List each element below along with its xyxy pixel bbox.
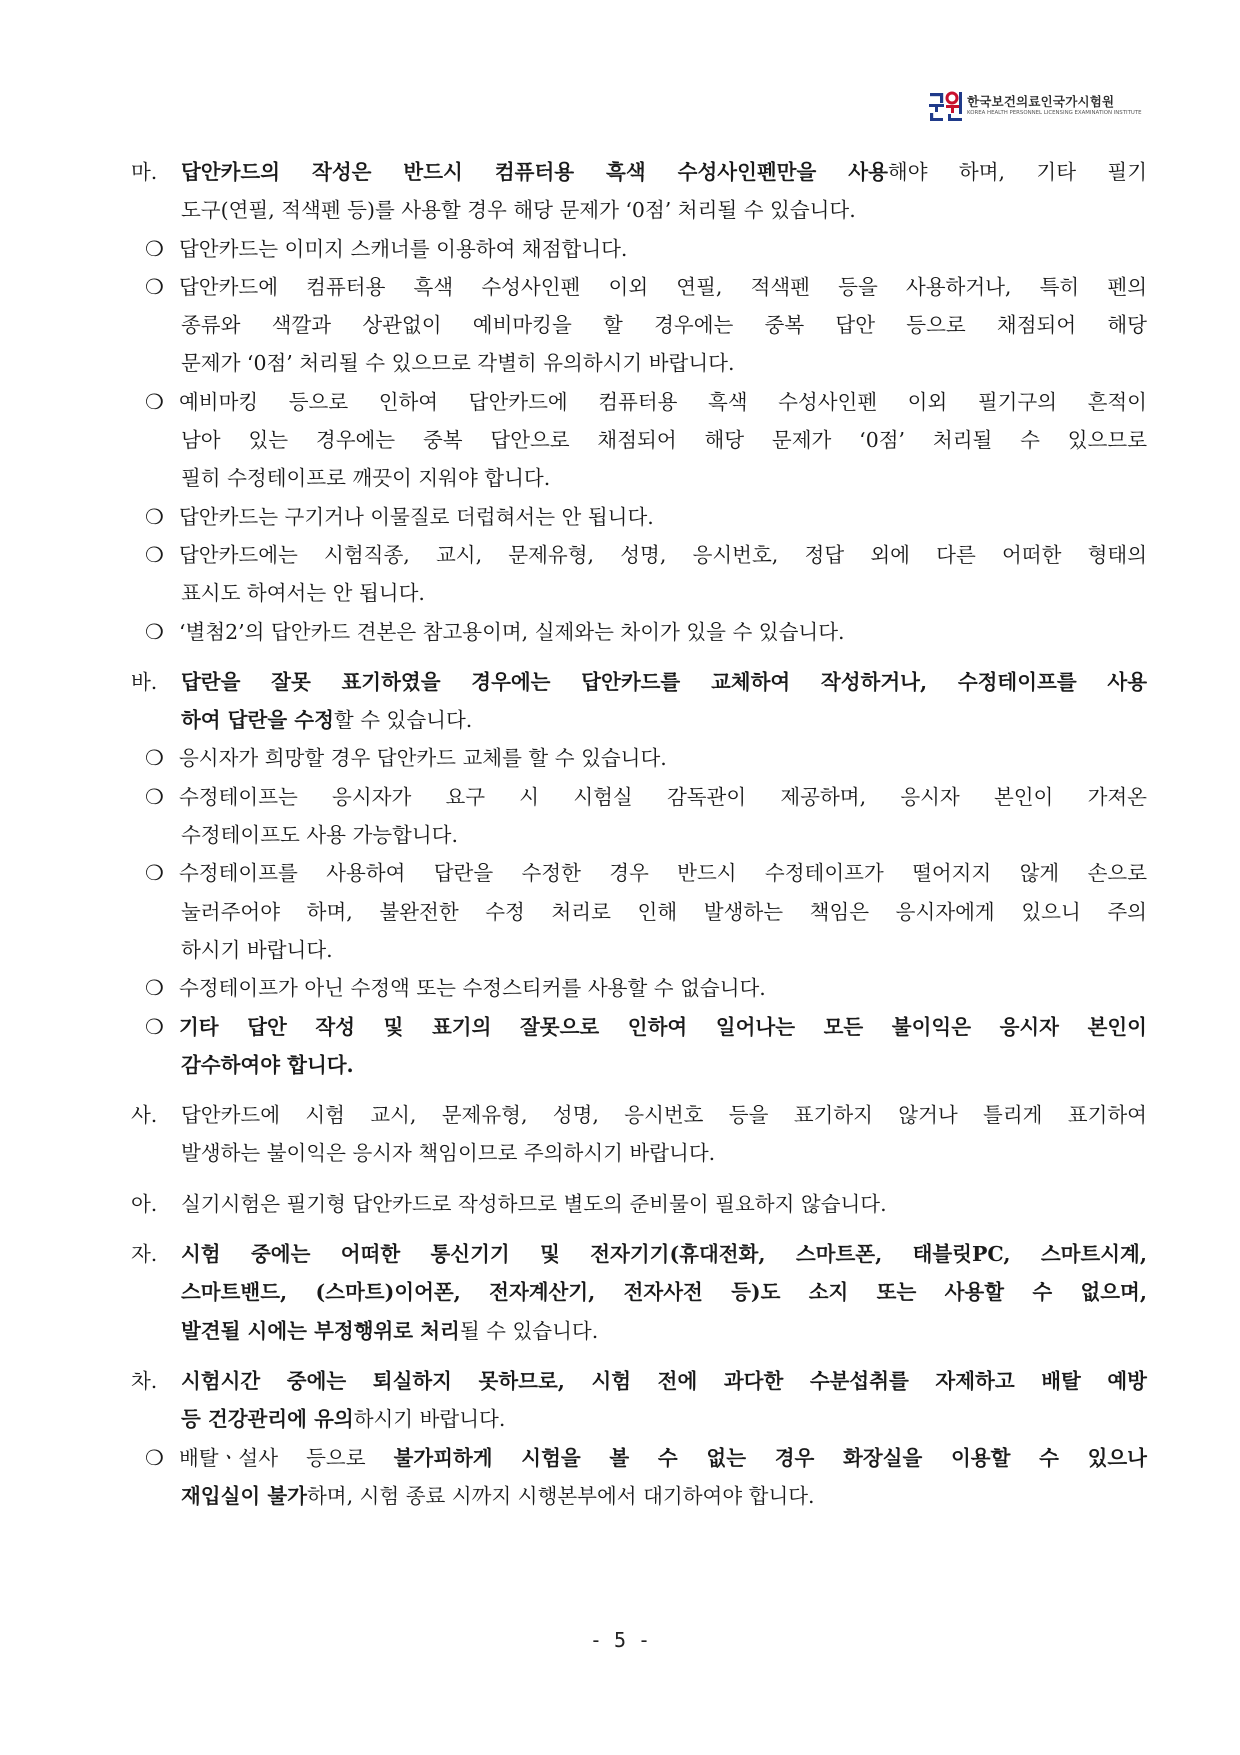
bullet-marker: ❍ bbox=[145, 504, 164, 529]
bullet-item-line bbox=[131, 574, 1147, 612]
emphasized-text: 재입실이 불가 bbox=[181, 1483, 307, 1508]
emphasized-text: 시험 중에는 어떠한 통신기기 및 전자기기(휴대전화, 스마트폰, 태블릿PC, 스마트시계, bbox=[181, 1242, 1147, 1267]
emphasized-text: 답안카드의 작성은 반드시 컴퓨터용 흑색 수성사인펜만을 사용 bbox=[181, 160, 888, 184]
bullet-item-line bbox=[131, 536, 1147, 574]
body-text: 답안카드에 컴퓨터용 흑색 수성사인펜 이외 연필, 적색펜 등을 사용하거나, 특히 펜의 bbox=[179, 274, 1147, 299]
body-text: 답안카드에는 시험직종, 교시, 문제유형, 성명, 응시번호, 정답 외에 다른 어떠한 형태의 bbox=[179, 542, 1147, 567]
body-text: 종류와 색깔과 상관없이 예비마킹을 할 경우에는 중복 답안 등으로 채점되어 해당 bbox=[181, 313, 1147, 338]
body-text: 문제가 ‘0점’ 처리될 수 있으므로 각별히 유의하시기 바랍니다. bbox=[181, 351, 735, 376]
body-text: 표시도 하여서는 안 됩니다. bbox=[181, 581, 425, 606]
emphasized-text: 스마트밴드, (스마트)이어폰, 전자계산기, 전자사전 등)도 소지 또는 사용할 수 없으며, bbox=[181, 1280, 1147, 1305]
bullet-item-line bbox=[131, 498, 1147, 536]
section-item-line bbox=[131, 1400, 1147, 1438]
emphasized-text: 하여 답란을 수정 bbox=[181, 708, 334, 733]
section-item-line bbox=[131, 1235, 1147, 1273]
body-text: 하며, 시험 종료 시까지 시행본부에서 대기하여야 합니다. bbox=[306, 1483, 815, 1508]
body-text: 수정테이프를 사용하여 답란을 수정한 경우 반드시 수정테이프가 떨어지지 않게 손으로 bbox=[179, 861, 1147, 886]
body-text: 해야 하며, 기타 필기 bbox=[887, 160, 1147, 184]
bullet-item-line bbox=[131, 1008, 1147, 1046]
bullet-item-line bbox=[131, 344, 1147, 382]
body-text: 될 수 있습니다. bbox=[459, 1318, 599, 1343]
body-text: 하시기 바랍니다. bbox=[353, 1407, 506, 1432]
bullet-marker: ❍ bbox=[145, 746, 164, 771]
body-text: 수정테이프가 아닌 수정액 또는 수정스티커를 사용할 수 없습니다. bbox=[179, 976, 766, 1001]
section-marker: 아. bbox=[131, 1191, 158, 1216]
section-item-line bbox=[131, 1096, 1147, 1134]
section-item-line bbox=[131, 153, 1147, 191]
emphasized-text: 불가피하게 시험을 볼 수 없는 경우 화장실을 이용할 수 있으나 bbox=[393, 1445, 1147, 1470]
section-marker: 사. bbox=[131, 1103, 158, 1128]
bullet-item-line bbox=[131, 931, 1147, 969]
bullet-item-line bbox=[131, 421, 1147, 459]
emphasized-text: 답란을 잘못 표기하였을 경우에는 답안카드를 교체하여 작성하거나, 수정테이프를 사용 bbox=[181, 669, 1147, 694]
section-item-line bbox=[131, 1362, 1147, 1400]
body-text: ‘별첨2’의 답안카드 견본은 참고용이며, 실제와는 차이가 있을 수 있습니다. bbox=[179, 619, 845, 644]
body-text: 할 수 있습니다. bbox=[333, 708, 473, 733]
bullet-marker: ❍ bbox=[145, 542, 164, 567]
bullet-item-line bbox=[131, 893, 1147, 931]
bullet-marker: ❍ bbox=[145, 236, 164, 261]
body-text: 남아 있는 경우에는 중복 답안으로 채점되어 해당 문제가 ‘0점’ 처리될 수 있으므로 bbox=[181, 428, 1147, 453]
institute-english-name: KOREA HEALTH PERSONNEL LICENSING EXAMINATION INSTITUTE bbox=[967, 110, 1142, 116]
emphasized-text: 기타 답안 작성 및 표기의 잘못으로 인하여 일어나는 모든 불이익은 응시자 본인이 bbox=[179, 1014, 1147, 1039]
bullet-item-line bbox=[131, 739, 1147, 777]
body-text: 수정테이프는 응시자가 요구 시 시험실 감독관이 제공하며, 응시자 본인이 가져온 bbox=[179, 784, 1147, 809]
bullet-marker: ❍ bbox=[145, 389, 164, 414]
section-item-line bbox=[131, 1273, 1147, 1311]
bullet-marker: ❍ bbox=[145, 861, 164, 886]
body-text: 배탈ㆍ설사 등으로 bbox=[179, 1445, 394, 1470]
body-text: 예비마킹 등으로 인하여 답안카드에 컴퓨터용 흑색 수성사인펜 이외 필기구의 흔적이 bbox=[179, 389, 1147, 414]
bullet-item-line bbox=[131, 1046, 1147, 1084]
body-text: 발생하는 불이익은 응시자 책임이므로 주의하시기 바랍니다. bbox=[181, 1141, 716, 1166]
body-text: 하시기 바랍니다. bbox=[181, 937, 333, 962]
bullet-item-line bbox=[131, 1439, 1147, 1477]
bullet-item-line bbox=[131, 268, 1147, 306]
kuksiwon-logo-icon bbox=[929, 90, 963, 122]
bullet-item-line bbox=[131, 1477, 1147, 1515]
section-item-line bbox=[131, 191, 1147, 229]
page-number: - 5 - bbox=[589, 1628, 651, 1652]
body-text: 답안카드에 시험 교시, 문제유형, 성명, 응시번호 등을 표기하지 않거나 틀리게 표기하여 bbox=[181, 1103, 1147, 1128]
bullet-item-line bbox=[131, 969, 1147, 1007]
body-text: 답안카드는 구기거나 이물질로 더럽혀서는 안 됩니다. bbox=[179, 504, 654, 529]
bullet-item-line bbox=[131, 778, 1147, 816]
section-item-line bbox=[131, 1185, 1147, 1223]
body-text: 답안카드는 이미지 스캐너를 이용하여 채점합니다. bbox=[179, 236, 628, 261]
body-text: 필히 수정테이프로 깨끗이 지워야 합니다. bbox=[181, 466, 551, 491]
bullet-marker: ❍ bbox=[145, 1445, 164, 1470]
bullet-marker: ❍ bbox=[145, 1014, 164, 1039]
section-marker: 자. bbox=[131, 1242, 158, 1267]
bullet-item-line bbox=[131, 459, 1147, 497]
section-item-line bbox=[131, 1134, 1147, 1172]
bullet-item-line bbox=[131, 383, 1147, 421]
bullet-marker: ❍ bbox=[145, 976, 164, 1001]
body-text: 도구(연필, 적색펜 등)를 사용할 경우 해당 문제가 ‘0점’ 처리될 수 있습니다. bbox=[181, 198, 856, 223]
emphasized-text: 감수하여야 합니다. bbox=[181, 1052, 354, 1077]
section-marker: 마. bbox=[131, 160, 158, 184]
institute-logo bbox=[929, 88, 1159, 124]
emphasized-text: 등 건강관리에 유의 bbox=[181, 1407, 354, 1432]
body-text: 실기시험은 필기형 답안카드로 작성하므로 별도의 준비물이 필요하지 않습니다. bbox=[181, 1191, 887, 1216]
section-marker: 바. bbox=[131, 669, 158, 694]
section-marker: 차. bbox=[131, 1368, 158, 1393]
body-text: 응시자가 희망할 경우 답안카드 교체를 할 수 있습니다. bbox=[179, 746, 667, 771]
section-item-line bbox=[131, 663, 1147, 701]
institute-name: 한국보건의료인국가시험원 bbox=[967, 94, 1115, 109]
section-item-line bbox=[131, 1312, 1147, 1350]
instruction-list bbox=[131, 153, 1147, 1515]
bullet-item-line bbox=[131, 854, 1147, 892]
bullet-item-line bbox=[131, 816, 1147, 854]
bullet-item-line bbox=[131, 613, 1147, 651]
bullet-marker: ❍ bbox=[145, 619, 164, 644]
bullet-marker: ❍ bbox=[145, 274, 164, 299]
bullet-item-line bbox=[131, 230, 1147, 268]
body-text: 눌러주어야 하며, 불완전한 수정 처리로 인해 발생하는 책임은 응시자에게 있으니 주의 bbox=[181, 899, 1147, 924]
bullet-item-line bbox=[131, 306, 1147, 344]
body-text: 수정테이프도 사용 가능합니다. bbox=[181, 823, 458, 848]
section-item-line bbox=[131, 701, 1147, 739]
emphasized-text: 발견될 시에는 부정행위로 처리 bbox=[181, 1318, 460, 1343]
bullet-marker: ❍ bbox=[145, 784, 164, 809]
emphasized-text: 시험시간 중에는 퇴실하지 못하므로, 시험 전에 과다한 수분섭취를 자제하고 배탈 예방 bbox=[181, 1368, 1147, 1393]
